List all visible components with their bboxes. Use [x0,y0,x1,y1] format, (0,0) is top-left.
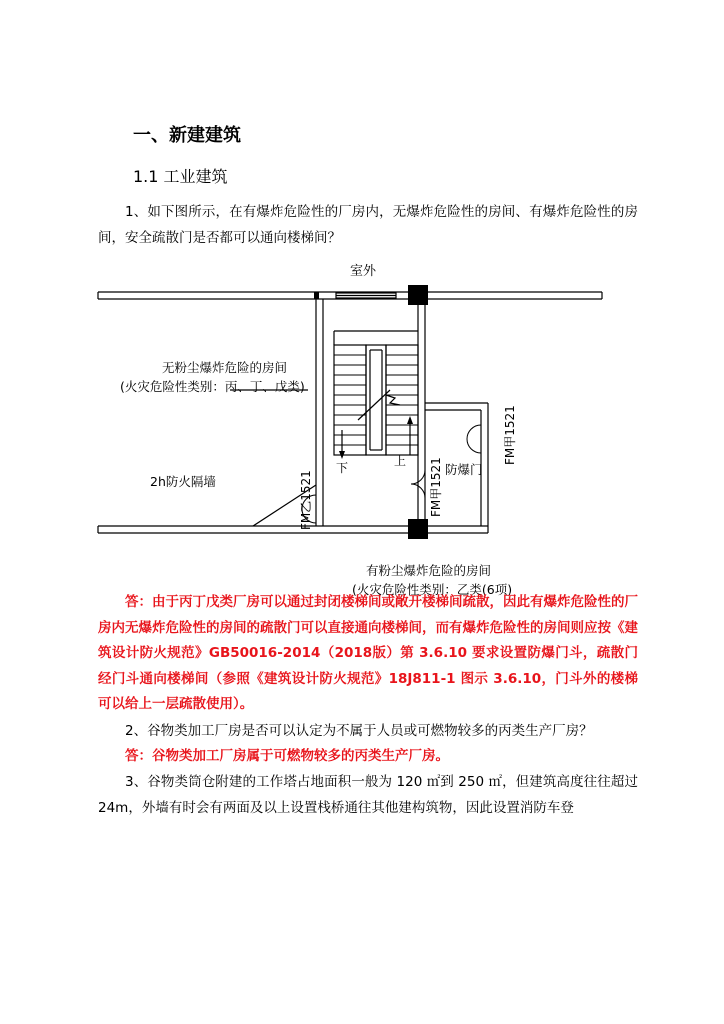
subsection-heading: 1.1 工业建筑 [133,167,228,186]
label-room-no-dust-1: 无粉尘爆炸危险的房间 [162,360,288,375]
question-3: 3、谷物类筒仓附建的工作塔占地面积一般为 120 ㎡到 250 ㎡，但建筑高度往往超过 24m，外墙有时会有两面及以上设置栈桥通往其他建构筑物，因此设置消防车登 [98,774,638,816]
label-room-dust-2: (火灾危险性类别：乙类(6项) [352,582,513,597]
answer-2: 答：谷物类加工厂房属于可燃物较多的丙类生产厂房。 [125,748,449,764]
label-outside: 室外 [350,264,377,279]
question-2: 2、谷物类加工厂房是否可以认定为不属于人员或可燃物较多的丙类生产厂房？ [125,723,593,739]
label-door-fmz: FM乙1521 [299,470,313,530]
question-1: 1、如下图所示，在有爆炸危险性的厂房内，无爆炸危险性的房间、有爆炸危险性的房间，安全疏散门是否都可以通向楼梯间？ [98,204,638,246]
label-room-dust-1: 有粉尘爆炸危险的房间 [366,563,492,578]
answer-1: 答：由于丙丁戊类厂房可以通过封闭楼梯间或敞开楼梯间疏散，因此有爆炸危险性的厂房内无爆炸危险性的房间的疏散门可以直接通向楼梯间，而有爆炸危险性的房间则应按《建筑设计防火规范》GB50016-2014（2018版）第 3.6.10 要求设置防爆门斗，疏散门经门斗通向楼梯间（参照《建筑设计防火规范》18J811-1 图示 3.6.10，门斗外的楼梯可以给上一层疏散使用）。 [98,594,638,712]
label-door-fmj-center: FM甲1521 [429,457,443,517]
stair-plan-diagram [90,255,610,600]
label-down: 下 [336,461,349,475]
section-heading: 一、新建建筑 [133,125,241,146]
label-door-fmj-right: FM甲1521 [503,405,517,465]
label-up: 上 [394,454,407,468]
label-fire-wall: 2h防火隔墙 [150,474,216,489]
label-room-no-dust-2: (火灾危险性类别：丙、丁、戊类) [120,379,305,394]
label-blast-door: 防爆门 [445,462,483,477]
